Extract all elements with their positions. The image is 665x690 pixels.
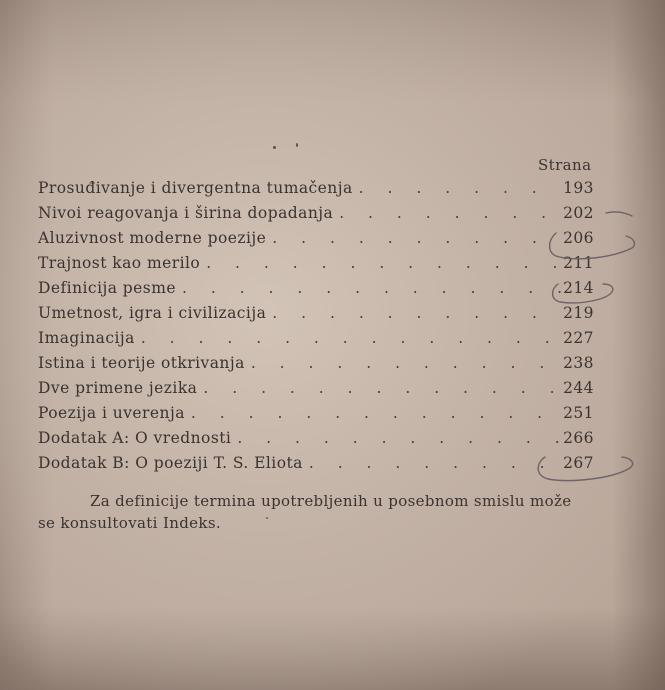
toc-entry-title: Dodatak B: O poeziji T. S. Eliota [38, 454, 303, 472]
pencil-tick-mark [606, 212, 632, 216]
toc-entry-title: Poezija i uverenja [38, 404, 185, 422]
page-column-header: Strana [538, 156, 592, 174]
toc-entry-page: 219 [563, 304, 594, 322]
index-footnote [38, 490, 594, 534]
dot-leader [191, 404, 562, 422]
toc-entry-title: Dodatak A: O vrednosti [38, 429, 232, 447]
toc-entry-page: 214 [563, 279, 594, 297]
toc-entry-page: 266 [563, 429, 594, 447]
toc-entry [38, 179, 594, 204]
footnote-line [38, 512, 594, 534]
dot-leader [206, 254, 562, 272]
toc-entry-page: 206 [563, 229, 594, 247]
ink-speck [266, 517, 268, 519]
dot-leader [359, 179, 562, 197]
toc-entry [38, 279, 594, 304]
toc-entry-title: Prosuđivanje i divergentna tumačenja [38, 179, 353, 197]
footnote-line [38, 490, 594, 512]
toc-entry [38, 404, 594, 429]
dot-leader [339, 204, 562, 222]
toc-entry-title: Aluzivnost moderne poezije [38, 229, 267, 247]
ink-speck [296, 143, 298, 147]
toc-entry-page: 267 [563, 454, 594, 472]
toc-entry [38, 304, 594, 329]
table-of-contents [38, 179, 594, 479]
toc-entry-page: 202 [563, 204, 594, 222]
dot-leader [203, 379, 562, 397]
toc-entry-title: Istina i teorije otkrivanja [38, 354, 245, 372]
toc-entry [38, 204, 594, 229]
dot-leader [272, 304, 562, 322]
dot-leader [272, 229, 562, 247]
toc-entry-title: Imaginacija [38, 329, 135, 347]
toc-entry-page: 238 [563, 354, 594, 372]
toc-entry [38, 379, 594, 404]
toc-entry-title: Definicija pesme [38, 279, 176, 297]
toc-entry-title: Trajnost kao merilo [38, 254, 201, 272]
ink-speck [273, 146, 276, 149]
footnote-text: se konsultovati Indeks. [38, 514, 222, 532]
toc-entry [38, 254, 594, 279]
toc-entry-title: Umetnost, igra i civilizacija [38, 304, 267, 322]
dot-leader [182, 279, 562, 297]
toc-entry [38, 429, 594, 454]
toc-entry [38, 329, 594, 354]
toc-entry-page: 193 [563, 179, 594, 197]
dot-leader [309, 454, 562, 472]
toc-entry-page: 227 [563, 329, 594, 347]
footnote-text: Za definicije termina upotrebljenih u posebnom smislu može [90, 492, 572, 510]
toc-entry-title: Nivoi reagovanja i širina dopadanja [38, 204, 334, 222]
toc-entry [38, 454, 594, 479]
toc-entry-page: 244 [563, 379, 594, 397]
toc-entry-page: 251 [563, 404, 594, 422]
dot-leader [237, 429, 562, 447]
toc-entry [38, 229, 594, 254]
dot-leader [251, 354, 562, 372]
dot-leader [141, 329, 562, 347]
toc-entry-page: 211 [563, 254, 594, 272]
toc-entry-title: Dve primene jezika [38, 379, 198, 397]
toc-entry [38, 354, 594, 379]
